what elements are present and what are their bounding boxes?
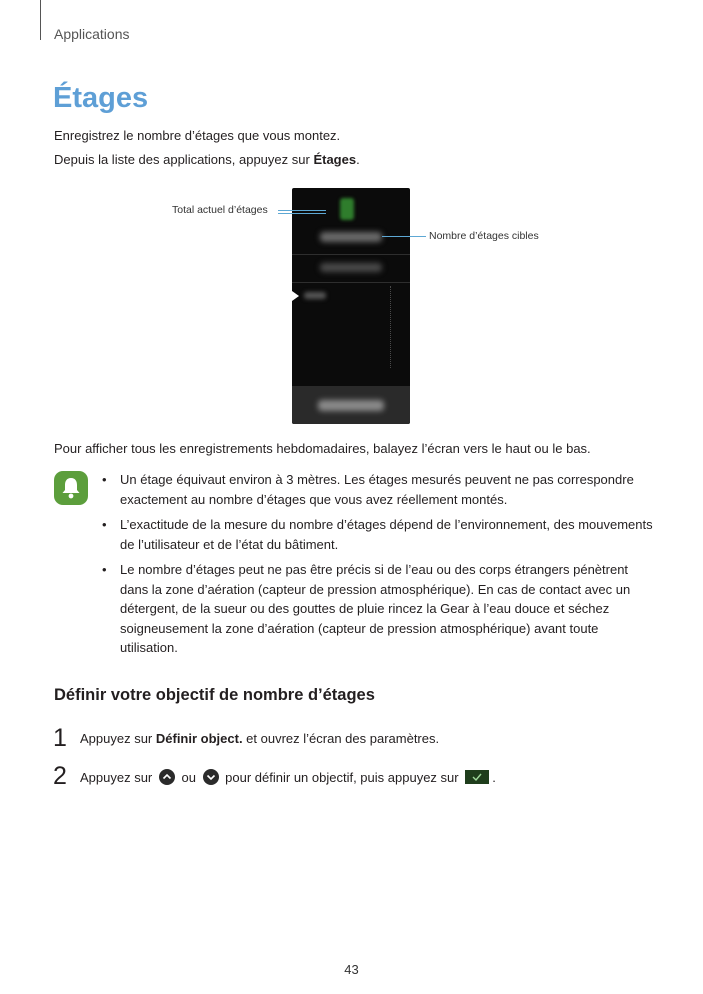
step-number: 1 xyxy=(53,724,67,752)
list-item: • Un étage équivaut environ à 3 mètres. Les étages mesurés peuvent ne pas correspondre exactement au nombre d’étages que vous avez réellement montés. xyxy=(102,472,634,507)
section-heading: Définir votre objectif de nombre d’étages xyxy=(54,686,375,704)
pointer-arrow-icon xyxy=(292,291,299,301)
note-bell-icon xyxy=(54,471,88,505)
list-item: • Le nombre d’étages peut ne pas être précis si de l’eau ou des corps étrangers pénètrent dans la zone d’aération (capteur de pression atmosphérique). En cas de contact avec un détergent, de la sueur ou des gouttes de pluie rincez la Gear à l’eau douce et séchez soigneusement la zone d’aération (capteur de pression atmosphérique) avant toute utilisation. xyxy=(102,562,631,655)
check-icon xyxy=(465,770,489,784)
swipe-instruction: Pour afficher tous les enregistrements hebdomadaires, balayez l’écran vers le haut ou le bas. xyxy=(54,441,591,456)
chevron-down-icon xyxy=(203,769,219,785)
section-label: Applications xyxy=(54,26,130,42)
current-floors-value xyxy=(320,232,382,242)
intro-instruction: Depuis la liste des applications, appuyez sur Étages. xyxy=(54,152,360,167)
step-text: Appuyez sur ou pour définir un objectif, puis appuyez sur . xyxy=(80,770,496,785)
callout-total-floors: Total actuel d’étages xyxy=(172,204,268,216)
app-name: Étages xyxy=(313,152,357,167)
watch-screen-figure xyxy=(292,188,410,424)
callout-line-right xyxy=(382,236,426,237)
weekly-label xyxy=(304,292,326,299)
set-target-label xyxy=(318,400,384,411)
note-list xyxy=(100,470,655,664)
callout-target-floors: Nombre d’étages cibles xyxy=(429,230,539,242)
step-text: Appuyez sur Définir object. et ouvrez l’écran des paramètres. xyxy=(80,731,440,746)
chevron-up-icon xyxy=(159,769,175,785)
header-rule xyxy=(40,0,41,40)
page-title: Étages xyxy=(53,82,149,114)
set-target-button-area xyxy=(292,386,410,424)
scroll-track xyxy=(390,286,391,368)
step-number: 2 xyxy=(53,762,67,790)
page-number: 43 xyxy=(344,962,359,977)
intro-text: Enregistrez le nombre d’étages que vous montez. xyxy=(54,128,341,143)
set-target-label: Définir object. xyxy=(155,731,243,746)
divider xyxy=(292,282,410,283)
list-item: • L’exactitude de la mesure du nombre d’étages dépend de l’environnement, des mouvements de l’utilisateur et de l’état du bâtiment. xyxy=(102,517,653,552)
callout-line-left xyxy=(278,210,326,214)
stairs-icon xyxy=(340,198,354,220)
divider xyxy=(292,254,410,255)
target-floors-value xyxy=(320,263,382,272)
